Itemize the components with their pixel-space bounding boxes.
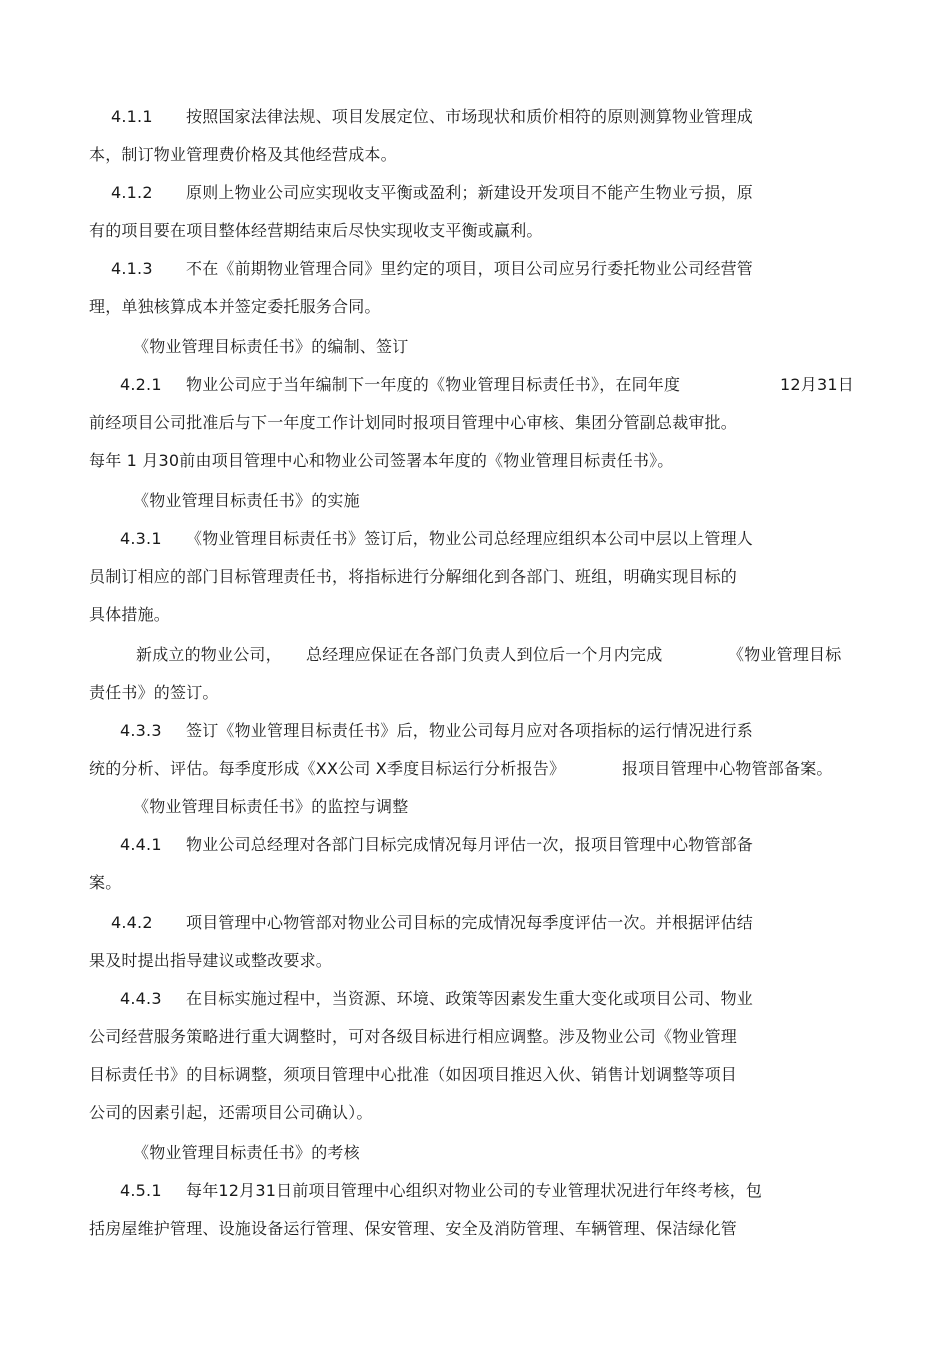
paragraph-line: 员制订相应的部门目标管理责任书，将指标进行分解细化到各部门、班组，明确实现目标的: [89, 567, 738, 586]
paragraph-line: 公司的因素引起，还需项目公司确认）。: [89, 1103, 373, 1122]
paragraph-line: 报项目管理中心物管部备案。: [622, 759, 833, 778]
paragraph-line: 签订《物业管理目标责任书》后，物业公司每月应对各项指标的运行情况进行系: [186, 721, 754, 740]
clause-number: 4.2.1: [120, 375, 162, 394]
paragraph-line: 每年12月31日前项目管理中心组织对物业公司的专业管理状况进行年终考核，包: [186, 1181, 763, 1200]
paragraph-line: 理，单独核算成本并签定委托服务合同。: [89, 297, 381, 316]
clause-number: 4.4.2: [111, 913, 153, 932]
clause-number: 4.1.2: [111, 183, 153, 202]
paragraph-line: 物业公司应于当年编制下一年度的《物业管理目标责任书》，在同年度: [186, 375, 681, 394]
section-heading: 《物业管理目标责任书》的监控与调整: [133, 797, 409, 816]
paragraph-line: 目标责任书》的目标调整，须项目管理中心批准（如因项目推迟入伙、销售计划调整等项目: [89, 1065, 738, 1084]
paragraph-line: 在目标实施过程中，当资源、环境、政策等因素发生重大变化或项目公司、物业: [186, 989, 754, 1008]
paragraph-line: 《物业管理目标: [728, 645, 842, 664]
paragraph-line: 案。: [89, 873, 122, 892]
paragraph-line: 每年 1 月30前由项目管理中心和物业公司签署本年度的《物业管理目标责任书》。: [89, 451, 674, 470]
clause-number: 4.1.1: [111, 107, 153, 126]
clause-number: 4.5.1: [120, 1181, 162, 1200]
paragraph-line: 有的项目要在项目整体经营期结束后尽快实现收支平衡或赢利。: [89, 221, 543, 240]
paragraph-line: 12月31日: [780, 375, 854, 394]
section-heading: 《物业管理目标责任书》的编制、签订: [133, 337, 409, 356]
paragraph-line: 物业公司总经理对各部门目标完成情况每月评估一次，报项目管理中心物管部备: [186, 835, 754, 854]
paragraph-line: 按照国家法律法规、项目发展定位、市场现状和质价相符的原则测算物业管理成: [186, 107, 754, 126]
paragraph-line: 公司经营服务策略进行重大调整时，可对各级目标进行相应调整。涉及物业公司《物业管理: [89, 1027, 738, 1046]
section-heading: 《物业管理目标责任书》的实施: [133, 491, 360, 510]
clause-number: 4.4.1: [120, 835, 162, 854]
paragraph-line: 具体措施。: [89, 605, 171, 624]
paragraph-line: 责任书》的签订。: [89, 683, 219, 702]
clause-number: 4.4.3: [120, 989, 162, 1008]
clause-number: 4.3.3: [120, 721, 162, 740]
paragraph-line: 统的分析、评估。每季度形成《XX公司 X季度目标运行分析报告》: [89, 759, 566, 778]
paragraph-line: 原则上物业公司应实现收支平衡或盈利；新建设开发项目不能产生物业亏损，原: [186, 183, 754, 202]
paragraph-line: 《物业管理目标责任书》签订后，物业公司总经理应组织本公司中层以上管理人: [186, 529, 754, 548]
paragraph-line: 新成立的物业公司，: [136, 645, 282, 664]
paragraph-line: 果及时提出指导建议或整改要求。: [89, 951, 333, 970]
paragraph-line: 括房屋维护管理、设施设备运行管理、保安管理、安全及消防管理、车辆管理、保洁绿化管: [89, 1219, 738, 1238]
paragraph-line: 总经理应保证在各部门负责人到位后一个月内完成: [306, 645, 663, 664]
clause-number: 4.1.3: [111, 259, 153, 278]
paragraph-line: 项目管理中心物管部对物业公司目标的完成情况每季度评估一次。并根据评估结: [186, 913, 754, 932]
section-heading: 《物业管理目标责任书》的考核: [133, 1143, 360, 1162]
paragraph-line: 本，制订物业管理费价格及其他经营成本。: [89, 145, 397, 164]
paragraph-line: 不在《前期物业管理合同》里约定的项目，项目公司应另行委托物业公司经营管: [186, 259, 754, 278]
paragraph-line: 前经项目公司批准后与下一年度工作计划同时报项目管理中心审核、集团分管副总裁审批。: [89, 413, 738, 432]
clause-number: 4.3.1: [120, 529, 162, 548]
